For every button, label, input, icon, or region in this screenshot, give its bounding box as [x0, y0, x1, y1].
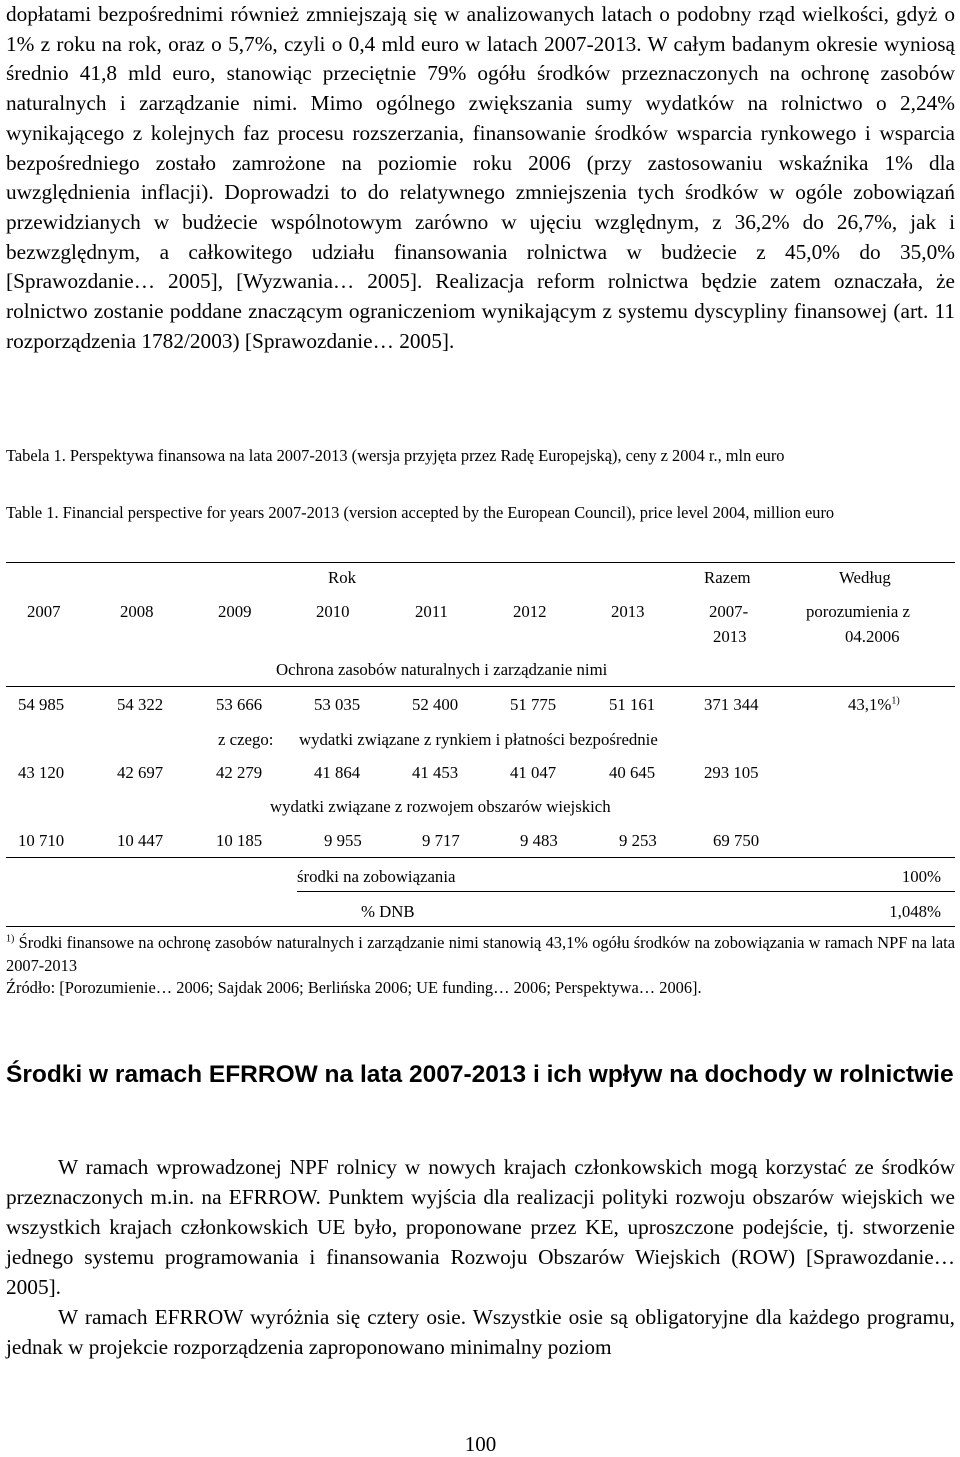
rural-2010: 9 955 — [324, 831, 362, 850]
subheading-market-prefix: z czego: — [218, 730, 274, 749]
financial-perspective-table — [6, 560, 955, 932]
commit-label: środki na zobowiązania — [297, 867, 456, 886]
year-2011: 2011 — [415, 602, 448, 621]
table-caption-en: Table 1. Financial perspective for years 2007-2013 (version accepted by the European Council), price level 2004, million euro — [6, 503, 835, 522]
commit-value: 100% — [901, 867, 941, 886]
market-2009: 42 279 — [216, 763, 263, 782]
header-rok: Rok — [328, 568, 356, 587]
header-razem: Razem — [704, 568, 751, 587]
year-2013: 2013 — [611, 602, 645, 621]
table-caption-pl: Tabela 1. Perspektywa finansowa na lata 2007-2013 (wersja przyjęta przez Radę Europejską), ceny z 2004 r., mln euro — [6, 446, 785, 465]
total-2008: 54 322 — [117, 695, 164, 714]
body-rule — [6, 857, 955, 858]
razem-label-1: 2007- — [709, 602, 749, 621]
total-share-value: 43,1% — [848, 695, 892, 714]
rural-razem: 69 750 — [713, 831, 760, 850]
footnote-marker: 1) — [6, 933, 15, 945]
year-2012: 2012 — [513, 602, 547, 621]
rural-2012: 9 483 — [520, 831, 558, 850]
rural-2009: 10 185 — [216, 831, 263, 850]
market-2012: 41 047 — [510, 763, 557, 782]
wedlug-label-1: porozumienia z — [806, 602, 910, 621]
page-number: 100 — [464, 1432, 497, 1456]
total-share — [848, 695, 900, 715]
market-razem: 293 105 — [704, 763, 759, 782]
market-2010: 41 864 — [314, 763, 361, 782]
market-2007: 43 120 — [18, 763, 65, 782]
section-heading: Środki w ramach EFRROW na lata 2007-2013 i ich wpływ na dochody w rolnictwie — [6, 1061, 954, 1088]
total-2011: 52 400 — [412, 695, 459, 714]
body-paragraph-2: W ramach EFRROW wyróżnia się cztery osie. Wszystkie osie są obligatoryjne dla każdego programu, jednak w projekcie rozporządzenia zaproponowano minimalny poziom — [6, 1305, 955, 1359]
subheading-market: wydatki związane z rynkiem i płatności bezpośrednie — [299, 730, 658, 749]
body-text — [6, 1152, 955, 1362]
rural-2011: 9 717 — [422, 831, 460, 850]
table-top-rule — [6, 562, 955, 563]
market-2008: 42 697 — [117, 763, 164, 782]
total-share-note: 1) — [891, 695, 900, 707]
header-rule — [6, 686, 955, 687]
total-2007: 54 985 — [18, 695, 65, 714]
total-2013: 51 161 — [609, 695, 656, 714]
section-ochrona: Ochrona zasobów naturalnych i zarządzanie nimi — [276, 660, 608, 679]
year-2009: 2009 — [218, 602, 252, 621]
intro-paragraph: dopłatami bezpośrednimi również zmniejszają się w analizowanych latach o podobny rząd wielkości, gdyż o 1% z roku na rok, oraz o 5,7%, czyli o 0,4 mld euro w latach 2007-2013. W całym badanym okresie wyniosą średnio 41,8 mld euro, stanowiąc przeciętnie 79% ogółu środków przeznaczonych na ochronę zasobów naturalnych i zarządzanie nimi. Mimo ogólnego zwiększania sumy wydatków na rolnictwo o 2,24% wynikającego z kolejnych faz procesu rozszerzania, finansowanie środków wsparcia rynkowego i wsparcia bezpośredniego zostało zamrożone na poziomie roku 2006 (przy zastosowaniu wskaźnika 1% dla uwzględnienia inflacji). Doprowadzi to do relatywnego zmniejszenia tych środków w ogóle zobowiązań przewidzianych w budżecie wspólnotowym zarówno w ujęciu względnym, z 36,2% do 26,7%, jak i bezwzględnym, a całkowitego udziału finansowania rolnictwa w budżecie z 45,0% do 35,0% [Sprawozdanie… 2005], [Wyzwania… 2005]. Realizacja reform rolnictwa będzie zatem oznaczała, że rolnictwo zostanie poddane znaczącym ograniczeniom wynikającym z systemu dyscypliny finansowej (art. 11 rozporządzenia 1782/2003) [Sprawozdanie… 2005]. — [6, 2, 955, 353]
body-paragraph-1: W ramach wprowadzonej NPF rolnicy w nowych krajach członkowskich mogą korzystać ze środków przeznaczonych m.in. na EFRROW. Punktem wyjścia dla realizacji polityki rozwoju obszarów wiejskich we wszystkich krajach członkowskich UE było, proponowane przez KE, uproszczone podejście, tj. stworzenie jednego systemu programowania i finansowania Rozwoju Obszarów Wiejskich (ROW) [Sprawozdanie…2005]. — [6, 1155, 955, 1299]
gni-value: 1,048% — [889, 902, 941, 921]
year-2008: 2008 — [120, 602, 154, 621]
year-2007: 2007 — [27, 602, 61, 621]
rural-2013: 9 253 — [619, 831, 657, 850]
footnote — [6, 932, 955, 977]
total-2012: 51 775 — [510, 695, 557, 714]
rural-2008: 10 447 — [117, 831, 164, 850]
footnote-text: Środki finansowe na ochronę zasobów naturalnych i zarządzanie nimi stanowią 43,1% ogółu środków na zobowiązania w ramach NPF na lata 2007-2013 — [6, 933, 955, 975]
table-notes — [6, 932, 955, 1000]
total-2009: 53 666 — [216, 695, 263, 714]
wedlug-label-2: 04.2006 — [845, 627, 900, 646]
market-2011: 41 453 — [412, 763, 459, 782]
table-bottom-rule — [6, 926, 955, 927]
market-2013: 40 645 — [609, 763, 656, 782]
header-wedlug: Według — [839, 568, 891, 587]
razem-label-2: 2013 — [713, 627, 747, 646]
source-note: Źródło: [Porozumienie… 2006; Sajdak 2006; Berlińska 2006; UE funding… 2006; Perspektywa… 2006]. — [6, 978, 702, 997]
year-2010: 2010 — [316, 602, 350, 621]
total-razem: 371 344 — [704, 695, 759, 714]
rural-2007: 10 710 — [18, 831, 65, 850]
commit-rule — [297, 891, 955, 892]
total-2010: 53 035 — [314, 695, 361, 714]
subheading-rural: wydatki związane z rozwojem obszarów wiejskich — [270, 797, 611, 816]
gni-label: % DNB — [361, 902, 415, 921]
